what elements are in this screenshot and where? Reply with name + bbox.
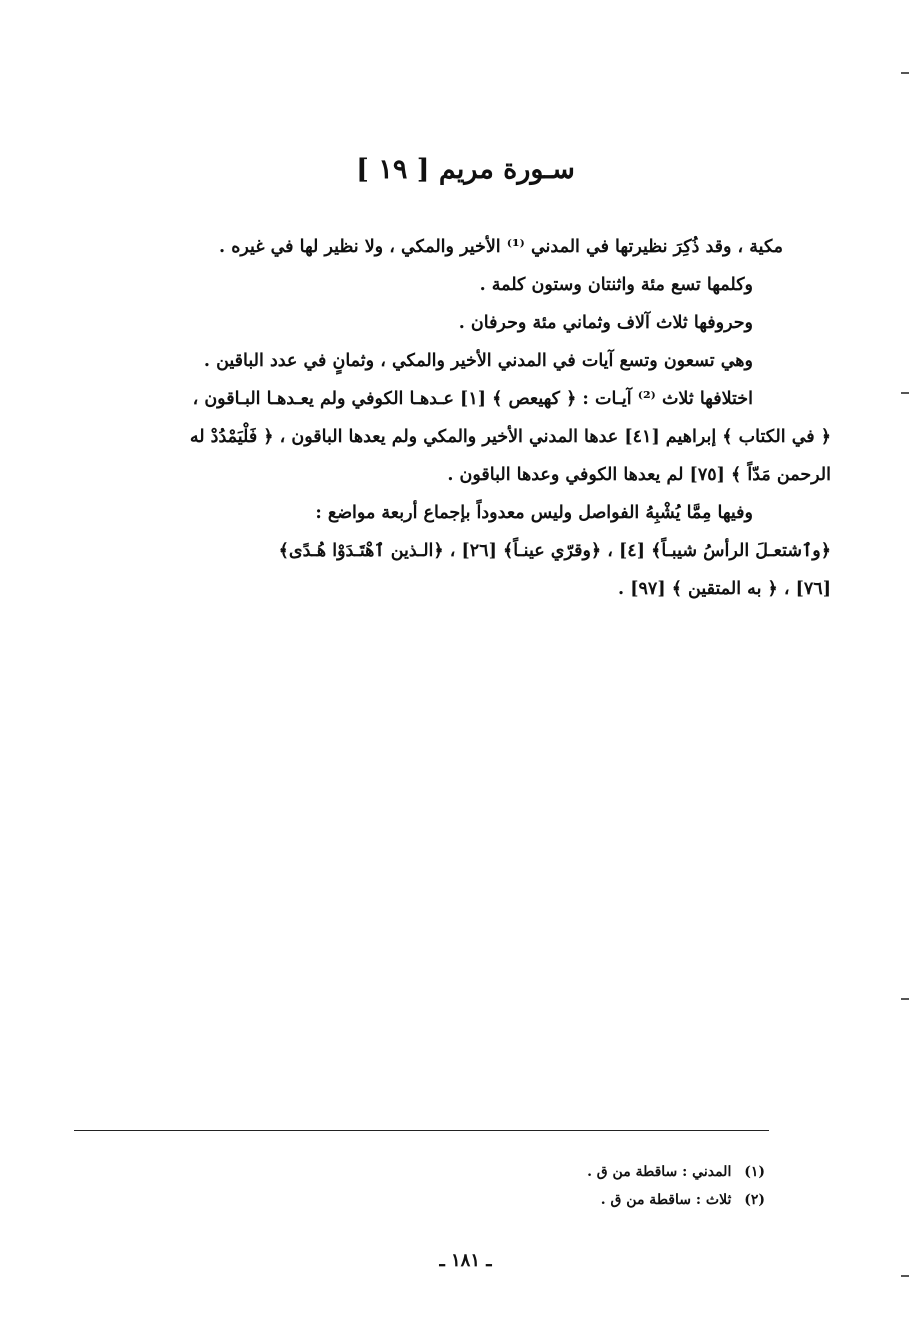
surah-title: سـورة مريم [ ١٩ ] xyxy=(356,154,575,185)
footnote-divider xyxy=(74,1130,769,1131)
footnote-2 xyxy=(365,1186,765,1214)
text-line-6: ﴿ في الكتاب ﴾ إبراهيم [٤١] عدها المدني الأخير والمكي ولم يعدها الباقون ، ﴿ فَلْيَمْدُدْ له xyxy=(189,427,831,447)
footnote-1 xyxy=(365,1158,765,1186)
scan-edge-mark xyxy=(901,392,909,394)
text-line-2: وكلمها تسع مئة واثنتان وستون كلمة . xyxy=(479,275,753,295)
text-line-9: ﴿وٱشتعـلَ الرأسُ شيبـاً﴾ [٤] ، ﴿وقرّي عينـاً﴾ [٢٦] ، ﴿الـذين ٱهْتَـدَوْا هُـدًى﴾ xyxy=(278,541,831,561)
scan-edge-mark xyxy=(901,998,909,1000)
footnotes xyxy=(365,1158,765,1214)
footnote-text: ثلاث : ساقطة من ق . xyxy=(600,1192,732,1208)
text-line-7: الرحمن مَدّاً ﴾ [٧٥] لم يعدها الكوفي وعدها الباقون . xyxy=(447,465,831,485)
text-line-5: اختلافها ثلاث ⁽²⁾ آيـات : ﴿ كهيعص ﴾ [١] عـدهـا الكوفي ولم يعـدهـا البـاقون ، xyxy=(192,389,753,409)
footnote-number: (٢) xyxy=(744,1192,765,1208)
page-number: ـ ١٨١ ـ xyxy=(439,1250,492,1271)
main-text xyxy=(73,228,831,608)
text-line-3: وحروفها ثلاث آلاف وثماني مئة وحرفان . xyxy=(458,313,753,333)
text-line-1: مكية ، وقد ذُكِرَ نظيرتها في المدني ⁽¹⁾ الأخير والمكي ، ولا نظير لها في غيره . xyxy=(219,237,783,257)
scan-edge-mark xyxy=(901,1275,909,1277)
footnote-number: (١) xyxy=(744,1164,765,1180)
text-line-8: وفيها مِمَّا يُشْبِهُ الفواصل وليس معدوداً بإجماع أربعة مواضع : xyxy=(315,503,753,523)
text-line-4: وهي تسعون وتسع آيات في المدني الأخير والمكي ، وثمانٍ في عدد الباقين . xyxy=(203,351,753,371)
footnote-text: المدني : ساقطة من ق . xyxy=(587,1164,732,1180)
scan-edge-mark xyxy=(901,72,909,74)
text-line-10: [٧٦] ، ﴿ به المتقين ﴾ [٩٧] . xyxy=(618,579,831,599)
